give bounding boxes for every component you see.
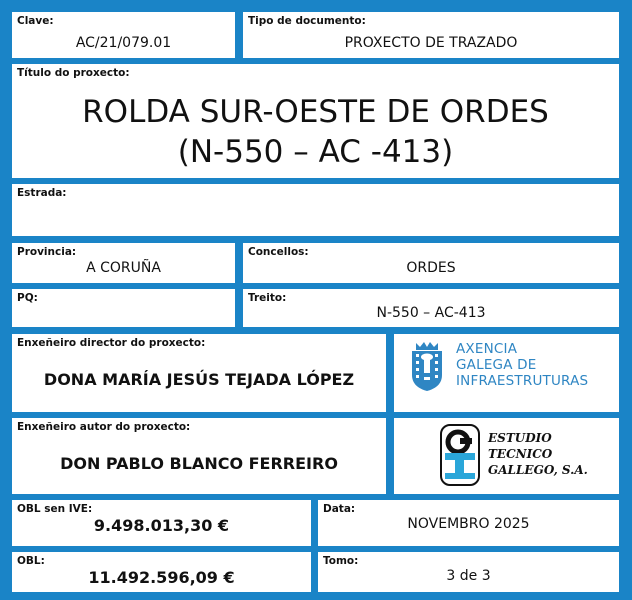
galicia-coat-of-arms-icon [410,341,444,393]
obl-label: OBL: [17,555,45,567]
estudio-tecnico-gallego-logo-icon [440,424,480,486]
concellos-cell [243,243,619,283]
autor-cell [12,418,386,494]
director-value: DONA MARÍA JESÚS TEJADA LÓPEZ [43,370,355,389]
autor-label: Enxeñeiro autor do proxecto: [17,421,191,433]
provincia-cell [12,243,235,283]
treito-value: N-550 – AC-413 [376,305,486,321]
autor-value: DON PABLO BLANCO FERREIRO [60,454,338,473]
estrada-label: Estrada: [17,187,67,199]
obl-sen-ive-cell [12,500,311,546]
director-cell [12,334,386,412]
concellos-value: ORDES [406,260,456,276]
clave-cell [12,12,235,58]
provincia-label: Provincia: [17,246,77,258]
treito-label: Treito: [248,292,287,304]
estrada-cell [12,184,619,236]
data-cell [318,500,619,546]
axencia-logo-line-3: INFRAESTRUTURAS [456,373,589,389]
pq-cell [12,289,235,327]
obl-cell [12,552,311,592]
estudio-logo-cell [394,418,619,494]
axencia-logo-cell [394,334,619,412]
obl-value: 11.492.596,09 € [88,568,235,587]
titulo-label: Título do proxecto: [17,67,130,79]
axencia-logo-line-1: AXENCIA [456,341,518,357]
estudio-logo-line-2: TECNICO [488,447,553,461]
titulo-cell [12,64,619,178]
data-value: NOVEMBRO 2025 [407,516,530,532]
obl-sen-ive-value: 9.498.013,30 € [93,516,230,535]
titulo-line-2: (N-550 – AC -413) [177,134,454,170]
estudio-logo-line-1: ESTUDIO [488,431,552,445]
tomo-value: 3 de 3 [446,568,491,584]
director-label: Enxeñeiro director do proxecto: [17,337,206,349]
treito-cell [243,289,619,327]
tipo-documento-cell [243,12,619,58]
concellos-label: Concellos: [248,246,309,258]
data-label: Data: [323,503,356,515]
clave-label: Clave: [17,15,54,27]
obl-sen-ive-label: OBL sen IVE: [17,503,93,515]
titulo-line-1: ROLDA SUR-OESTE DE ORDES [82,94,549,130]
tomo-cell [318,552,619,592]
axencia-logo-line-2: GALEGA DE [456,357,537,373]
estudio-logo-line-3: GALLEGO, S.A. [488,463,588,477]
tipo-documento-label: Tipo de documento: [248,15,366,27]
clave-value: AC/21/079.01 [75,35,172,51]
tipo-documento-value: PROXECTO DE TRAZADO [344,35,518,51]
provincia-value: A CORUÑA [86,260,161,276]
pq-label: PQ: [17,292,38,304]
tomo-label: Tomo: [323,555,359,567]
